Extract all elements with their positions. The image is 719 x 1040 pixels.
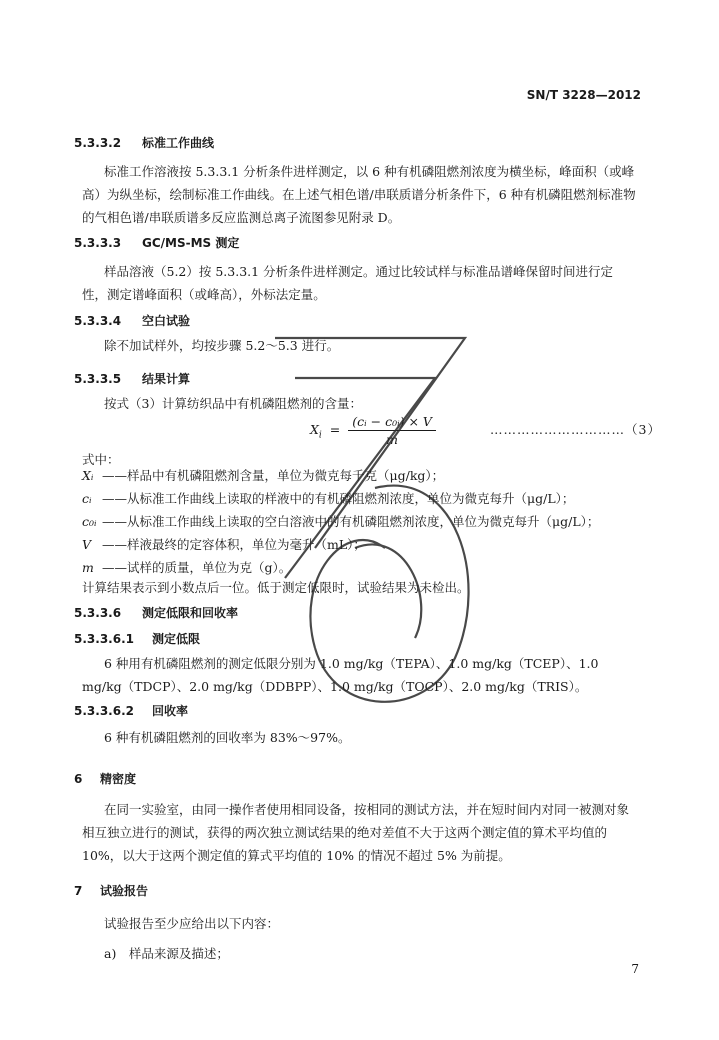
standard-code: SN/T 3228—2012 (526, 88, 641, 102)
heading-5-3-3-6: 5.3.3.6 测定低限和回收率 (74, 606, 239, 620)
paragraph-5-3-3-5: 按式（3）计算纺织品中有机磷阻燃剂的含量： (104, 396, 362, 411)
heading-5-3-3-5: 5.3.3.5 结果计算 (74, 372, 191, 386)
paragraph-7: 试验报告至少应给出以下内容： (104, 916, 280, 931)
definition-item: V ——样液最终的定容体积，单位为毫升（mL）； (82, 537, 366, 552)
list-item-a: a) 样品来源及描述； (104, 946, 229, 961)
heading-5-3-3-6-1: 5.3.3.6.1 测定低限 (74, 632, 201, 646)
paragraph-5-3-3-6-2: 6 种有机磷阻燃剂的回收率为 83%～97%。 (104, 730, 351, 745)
heading-5-3-3-3: 5.3.3.3 GC/MS-MS 测定 (74, 236, 240, 250)
definition-item: Xᵢ ——样品中有机磷阻燃剂含量，单位为微克每千克（μg/kg）； (82, 468, 445, 483)
section-title: 标准工作曲线 (142, 136, 215, 150)
watermark-stamp (255, 318, 495, 728)
calc-note: 计算结果表示到小数点后一位。低于测定低限时，试验结果为未检出。 (82, 580, 470, 595)
equation-number: …………………………（3） (490, 422, 661, 437)
formula-fraction: $\frac{\text{(cᵢ − c₀ᵢ) × V}}{m}$ (348, 414, 436, 447)
definition-item: cᵢ ——从标准工作曲线上读取的样液中的有机磷阻燃剂浓度，单位为微克每升（μg/L）； (82, 491, 575, 506)
paragraph-6: 在同一实验室，由同一操作者使用相同设备，按相同的测试方法，并在短时间内对同一被测对象相互独立进行的测试，获得的两次独立测试结果的绝对差值不大于这两个测定值的算术平均值的 10%，以大于这两个测定值的算式平均值的 10% 的情况不超过 5% 为前提。 (82, 802, 630, 863)
heading-7: 7 试验报告 (74, 884, 149, 898)
paragraph-5-3-3-2: 标准工作溶液按 5.3.3.1 分析条件进样测定，以 6 种有机磷阻燃剂浓度为横坐标，峰面积（或峰高）为纵坐标，绘制标准工作曲线。在上述气相色谱/串联质谱分析条件下，6 种有机磷阻燃剂标准物的气相色谱/串联质谱多反应监测总离子流图参见附录 D。 (82, 164, 636, 225)
formula-3: $X_i$ = $\frac{\text{(cᵢ − c₀ᵢ) × V}}{m}$ (310, 414, 436, 447)
definition-item: m ——试样的质量，单位为克（g）。 (82, 560, 292, 575)
section-number: 5.3.3.2 (74, 136, 122, 150)
heading-5-3-3-4: 5.3.3.4 空白试验 (74, 314, 191, 328)
definition-item: c₀ᵢ ——从标准工作曲线上读取的空白溶液中的有机磷阻燃剂浓度，单位为微克每升（μg/L）； (82, 514, 600, 529)
paragraph-5-3-3-6-1: 6 种用有机磷阻燃剂的测定低限分别为 1.0 mg/kg（TEPA）、1.0 mg/kg（TCEP）、1.0 mg/kg（TDCP）、2.0 mg/kg（DDBPP）、1.0 mg/kg（TOCP）、2.0 mg/kg（TRIS）。 (82, 656, 599, 694)
paragraph-5-3-3-4: 除不加试样外，均按步骤 5.2～5.3 进行。 (104, 338, 340, 353)
heading-5-3-3-2 (74, 134, 214, 151)
paragraph-5-3-3-3: 样品溶液（5.2）按 5.3.3.1 分析条件进样测定。通过比较试样与标准品谱峰保留时间进行定性，测定谱峰面积（或峰高），外标法定量。 (82, 264, 614, 302)
page-number: 7 (631, 962, 639, 976)
heading-6: 6 精密度 (74, 772, 137, 786)
where-label: 式中： (82, 452, 120, 467)
heading-5-3-3-6-2: 5.3.3.6.2 回收率 (74, 704, 189, 718)
